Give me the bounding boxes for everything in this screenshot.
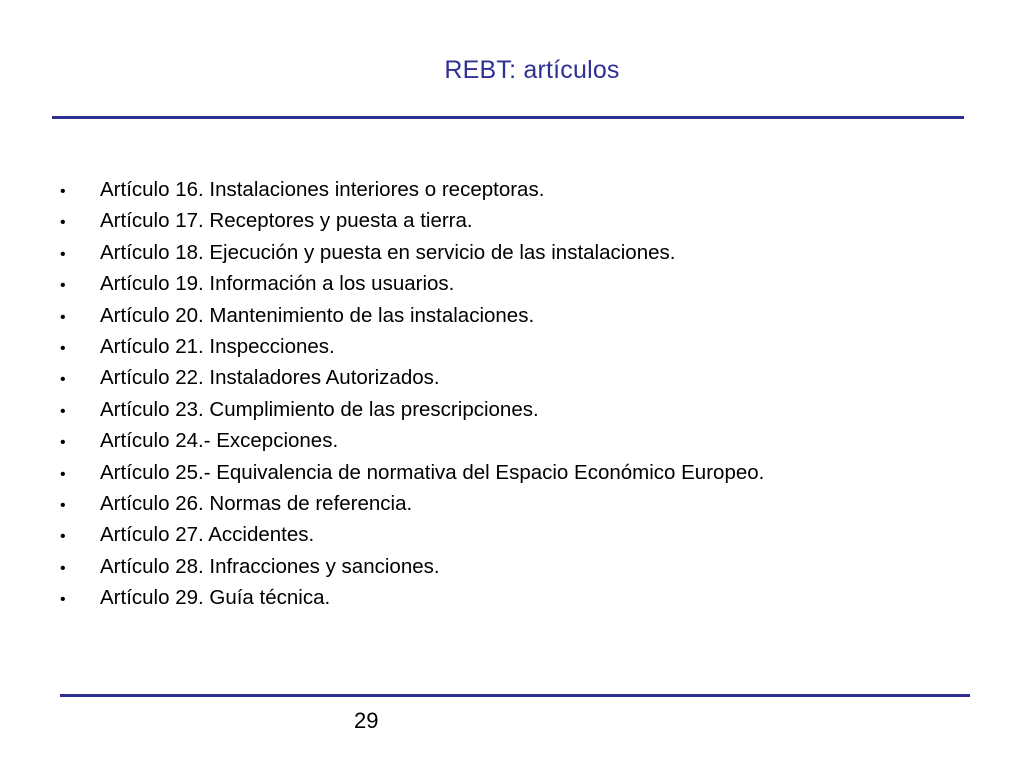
article-list (60, 178, 764, 617)
bullet-icon: • (60, 496, 66, 514)
list-item-text: Artículo 19. Información a los usuarios. (100, 272, 455, 296)
list-item (60, 398, 764, 429)
list-item-text: Artículo 25.- Equivalencia de normativa del Espacio Económico Europeo. (100, 460, 765, 484)
list-item (60, 366, 764, 397)
list-item (60, 461, 764, 492)
list-item-text: Artículo 24.- Excepciones. (100, 429, 339, 453)
list-item-text: Artículo 26. Normas de referencia. (100, 491, 413, 515)
list-item (60, 178, 764, 209)
list-item-text: Artículo 20. Mantenimiento de las instalaciones. (100, 303, 535, 327)
bullet-icon: • (60, 371, 66, 389)
list-item-text: Artículo 27. Accidentes. (100, 523, 315, 547)
page-number: 29 (354, 708, 379, 733)
bullet-icon: • (60, 559, 66, 577)
bullet-icon: • (60, 402, 66, 420)
list-item-text: Artículo 18. Ejecución y puesta en servicio de las instalaciones. (100, 240, 676, 264)
bullet-icon: • (60, 308, 66, 326)
bullet-icon: • (60, 434, 66, 452)
list-item-text: Artículo 29. Guía técnica. (100, 586, 331, 610)
list-item (60, 586, 764, 617)
slide-title: REBT: artículos (444, 56, 620, 84)
list-item (60, 304, 764, 335)
bullet-icon: • (60, 528, 66, 546)
list-item-text: Artículo 17. Receptores y puesta a tierra. (100, 209, 473, 233)
list-item (60, 209, 764, 240)
list-item (60, 555, 764, 586)
bullet-icon: • (60, 214, 66, 232)
bullet-icon: • (60, 465, 66, 483)
list-item (60, 492, 764, 523)
footer-divider (60, 694, 970, 697)
list-item-text: Artículo 21. Inspecciones. (100, 334, 335, 358)
bullet-icon: • (60, 245, 66, 263)
list-item (60, 272, 764, 303)
bullet-icon: • (60, 339, 66, 357)
title-divider (52, 116, 964, 119)
list-item-text: Artículo 16. Instalaciones interiores o receptoras. (100, 178, 545, 201)
list-item-text: Artículo 22. Instaladores Autorizados. (100, 366, 440, 390)
bullet-icon: • (60, 591, 66, 609)
list-item (60, 523, 764, 554)
list-item (60, 429, 764, 460)
bullet-icon: • (60, 277, 66, 295)
list-item (60, 241, 764, 272)
list-item-text: Artículo 23. Cumplimiento de las prescripciones. (100, 397, 539, 421)
list-item-text: Artículo 28. Infracciones y sanciones. (100, 554, 440, 578)
bullet-icon: • (60, 183, 66, 200)
list-item (60, 335, 764, 366)
